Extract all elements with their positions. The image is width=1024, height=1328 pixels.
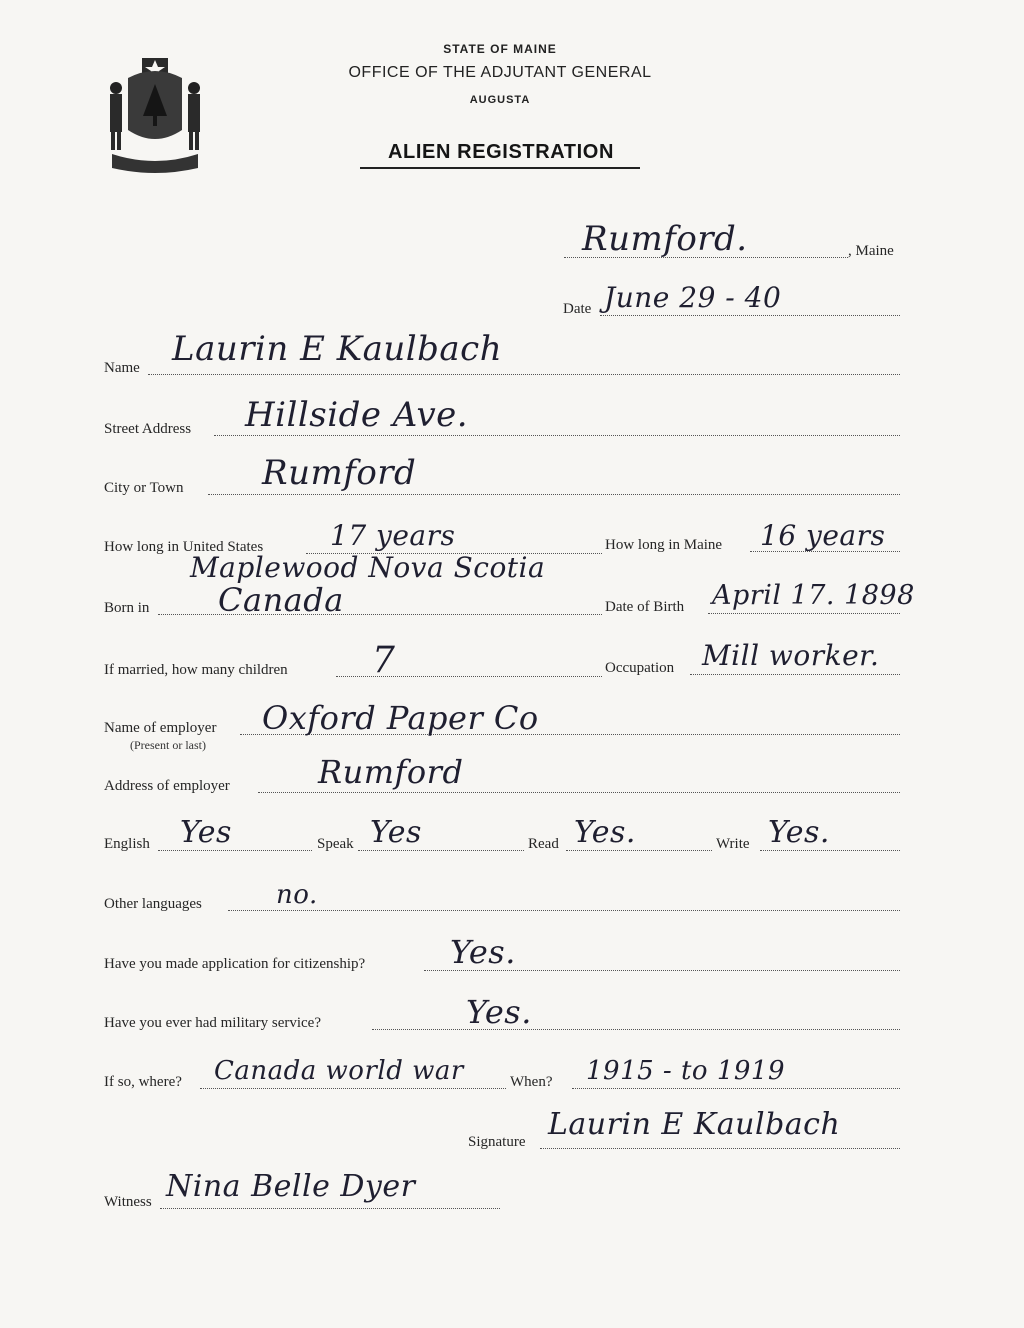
maine-label: , Maine	[848, 243, 894, 259]
other-languages-line	[228, 910, 900, 911]
place-value: Rumford.	[582, 219, 748, 259]
employer-value: Oxford Paper Co	[262, 699, 539, 737]
header-state: STATE OF MAINE	[443, 42, 557, 56]
date-line	[600, 315, 900, 316]
other-languages-value: no.	[276, 880, 318, 910]
where-value: Canada world war	[214, 1056, 464, 1086]
occupation-value: Mill worker.	[702, 639, 880, 672]
born-in-label: Born in	[104, 600, 150, 616]
write-line	[760, 850, 900, 851]
header-office: OFFICE OF THE ADJUTANT GENERAL	[348, 64, 652, 81]
employer-note: (Present or last)	[130, 738, 206, 752]
occupation-label: Occupation	[605, 660, 675, 676]
date-of-birth-line	[708, 613, 900, 614]
city-town-label: City or Town	[104, 480, 184, 496]
witness-value: Nina Belle Dyer	[166, 1169, 416, 1204]
english-line	[158, 850, 312, 851]
date-of-birth-value: April 17. 1898	[712, 580, 915, 611]
street-value: Hillside Ave.	[245, 395, 469, 435]
witness-line	[160, 1208, 500, 1209]
signature-label: Signature	[468, 1134, 526, 1150]
date-value: June 29 - 40	[604, 281, 782, 314]
children-value: 7	[372, 640, 396, 681]
name-label: Name	[104, 360, 140, 376]
maine-state-seal-icon	[100, 56, 210, 176]
city-town-value: Rumford	[262, 453, 417, 493]
where-label: If so, where?	[104, 1074, 182, 1090]
write-value: Yes.	[768, 815, 830, 850]
speak-value: Yes	[370, 815, 422, 850]
read-line	[566, 850, 712, 851]
name-value: Laurin E Kaulbach	[172, 329, 503, 369]
born-in-detail-value: Maplewood Nova Scotia	[190, 551, 546, 584]
employer-address-value: Rumford	[318, 753, 464, 791]
children-label: If married, how many children	[104, 662, 288, 678]
english-label: English	[104, 836, 150, 852]
speak-line	[358, 850, 524, 851]
speak-label: Speak	[317, 836, 354, 852]
when-value: 1915 - to 1919	[586, 1056, 786, 1086]
employer-label: Name of employer	[104, 720, 217, 736]
employer-address-label: Address of employer	[104, 778, 230, 794]
military-label: Have you ever had military service?	[104, 1015, 321, 1031]
where-line	[200, 1088, 506, 1089]
military-line	[372, 1029, 900, 1030]
street-line	[214, 435, 900, 436]
document-title: ALIEN REGISTRATION	[388, 141, 614, 163]
write-label: Write	[716, 836, 750, 852]
occupation-line	[690, 674, 900, 675]
military-value: Yes.	[466, 993, 532, 1031]
city-town-line	[208, 494, 900, 495]
witness-label: Witness	[104, 1194, 152, 1210]
how-long-us-value: 17 years	[330, 519, 456, 552]
how-long-maine-value: 16 years	[760, 519, 886, 552]
date-label: Date	[563, 301, 592, 317]
born-in-value: Canada	[218, 581, 344, 619]
when-label: When?	[510, 1074, 553, 1090]
how-long-us-label: How long in United States	[104, 539, 264, 555]
street-label: Street Address	[104, 421, 192, 437]
english-value: Yes	[180, 815, 232, 850]
citizenship-label: Have you made application for citizenship?	[104, 956, 366, 972]
other-languages-label: Other languages	[104, 896, 202, 912]
when-line	[572, 1088, 900, 1089]
how-long-maine-label: How long in Maine	[605, 537, 723, 553]
signature-line	[540, 1148, 900, 1149]
read-label: Read	[528, 836, 559, 852]
title-underline	[360, 167, 640, 169]
date-of-birth-label: Date of Birth	[605, 599, 685, 615]
header-city: AUGUSTA	[469, 94, 531, 106]
read-value: Yes.	[574, 815, 636, 850]
employer-address-line	[258, 792, 900, 793]
citizenship-value: Yes.	[450, 933, 516, 971]
name-line	[148, 374, 900, 375]
signature-value: Laurin E Kaulbach	[548, 1107, 841, 1142]
